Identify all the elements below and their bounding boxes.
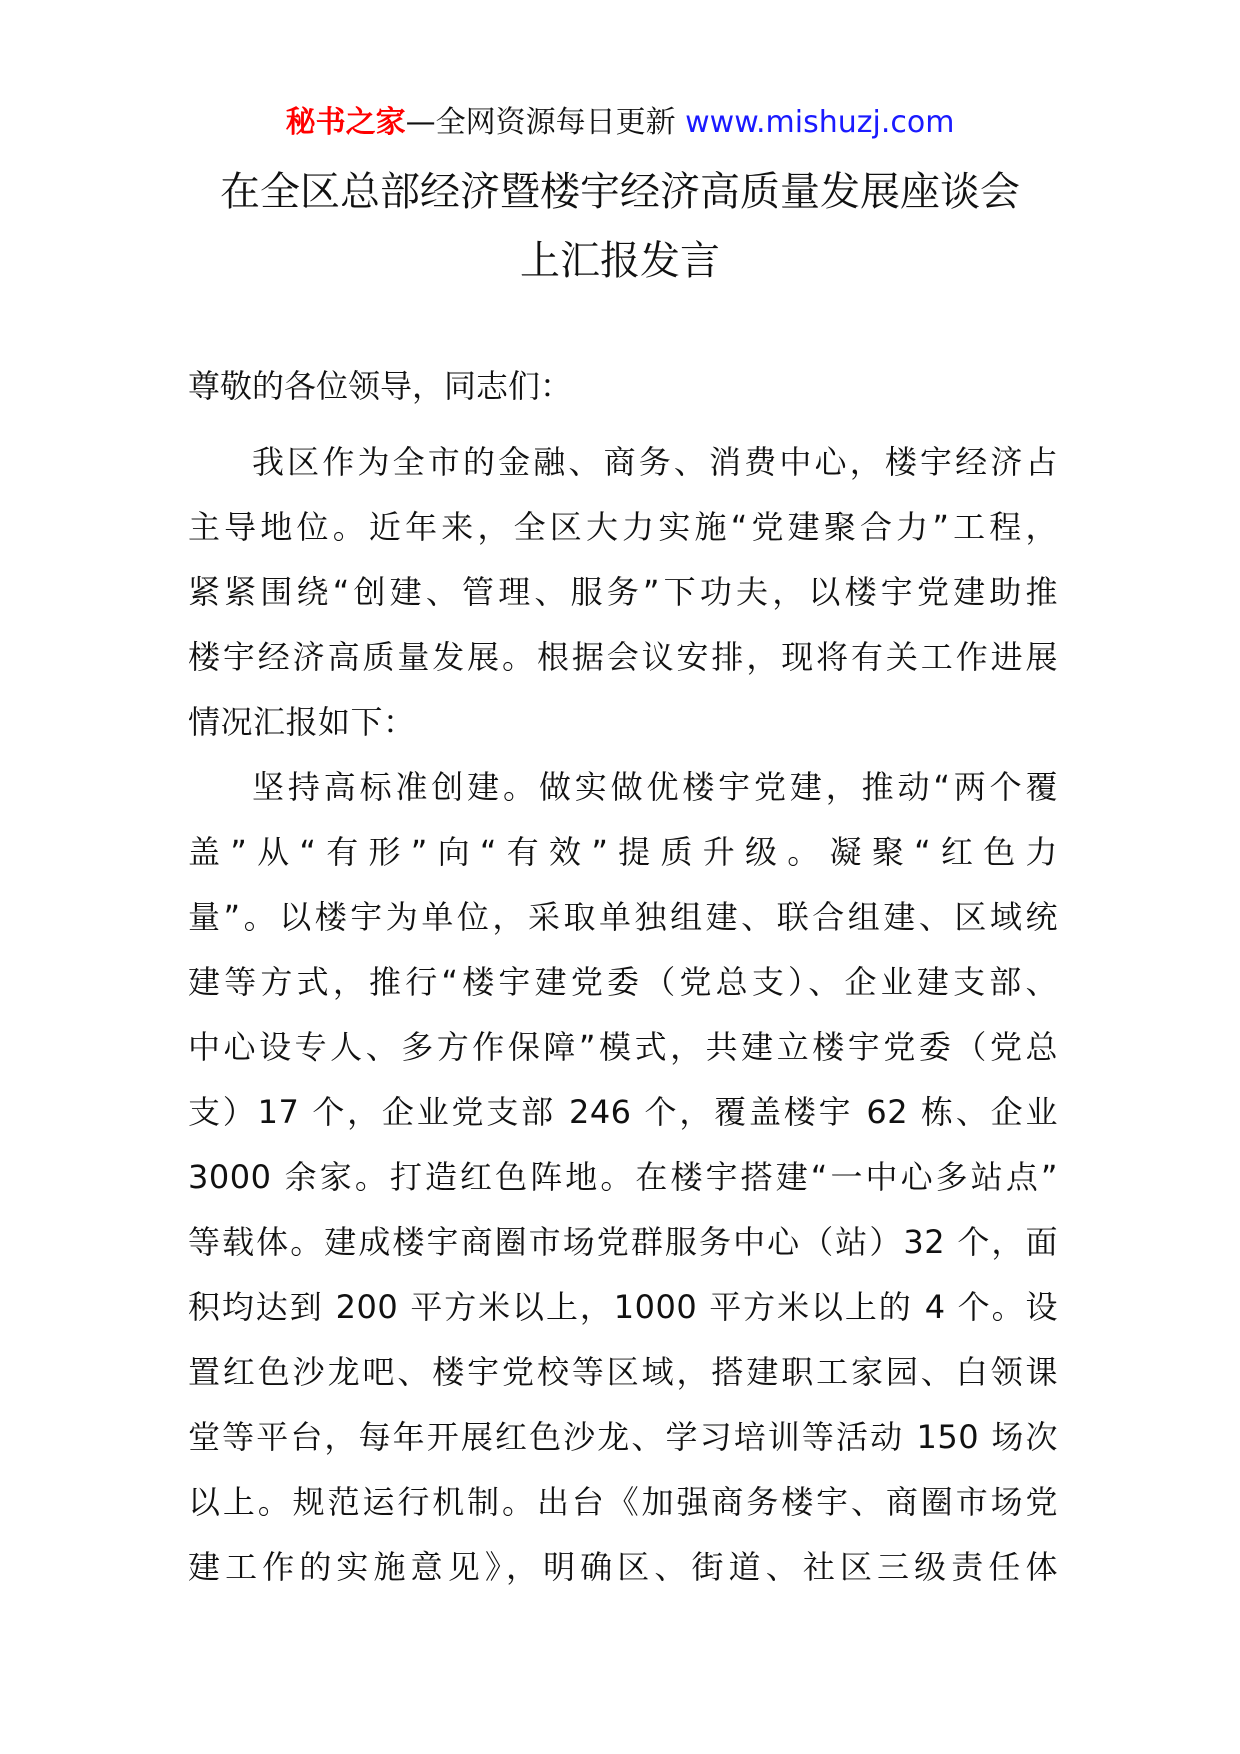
body-line: 建等方式，推行“楼宇建党委（党总支）、企业建支部、 — [188, 963, 1058, 1001]
body-line: 我区作为全市的金融、商务、消费中心，楼宇经济占 — [252, 443, 1058, 481]
body-line: 坚持高标准创建。做实做优楼宇党建，推动“两个覆 — [252, 768, 1058, 806]
site-url[interactable]: www.mishuzj.com — [685, 105, 955, 140]
document-title-line-1: 在全区总部经济暨楼宇经济高质量发展座谈会 — [220, 169, 1020, 215]
body-line: 等载体。建成楼宇商圈市场党群服务中心（站）32 个，面 — [188, 1223, 1058, 1261]
body-line: 主导地位。近年来，全区大力实施“党建聚合力”工程， — [188, 508, 1058, 546]
body-line: 以上。规范运行机制。出台《加强商务楼宇、商圈市场党 — [188, 1483, 1058, 1521]
body-line: 中心设专人、多方作保障”模式，共建立楼宇党委（党总 — [188, 1028, 1058, 1066]
body-line: 楼宇经济高质量发展。根据会议安排，现将有关工作进展 — [188, 638, 1058, 676]
site-header — [0, 98, 1240, 148]
body-line: 堂等平台，每年开展红色沙龙、学习培训等活动 150 场次 — [188, 1418, 1058, 1456]
header-slogan: —全网资源每日更新 — [405, 105, 676, 140]
body-line: 支）17 个，企业党支部 246 个，覆盖楼宇 62 栋、企业 — [188, 1093, 1058, 1131]
document-title-line-2: 上汇报发言 — [520, 238, 720, 284]
body-line: 建工作的实施意见》，明确区、街道、社区三级责任体 — [188, 1548, 1058, 1586]
body-line: 情况汇报如下： — [188, 703, 416, 741]
body-line: 3000 余家。打造红色阵地。在楼宇搭建“一中心多站点” — [188, 1158, 1058, 1196]
body-line: 盖”从“有形”向“有效”提质升级。凝聚“红色力 — [188, 833, 1058, 871]
body-line: 紧紧围绕“创建、管理、服务”下功夫，以楼宇党建助推 — [188, 573, 1058, 611]
body-line: 置红色沙龙吧、楼宇党校等区域，搭建职工家园、白领课 — [188, 1353, 1058, 1391]
body-text — [188, 430, 1058, 1600]
body-line: 积均达到 200 平方米以上，1000 平方米以上的 4 个。设 — [188, 1288, 1058, 1326]
brand-name: 秘书之家 — [285, 105, 406, 140]
salutation: 尊敬的各位领导，同志们： — [188, 367, 573, 405]
body-line: 量”。以楼宇为单位，采取单独组建、联合组建、区域统 — [188, 898, 1058, 936]
